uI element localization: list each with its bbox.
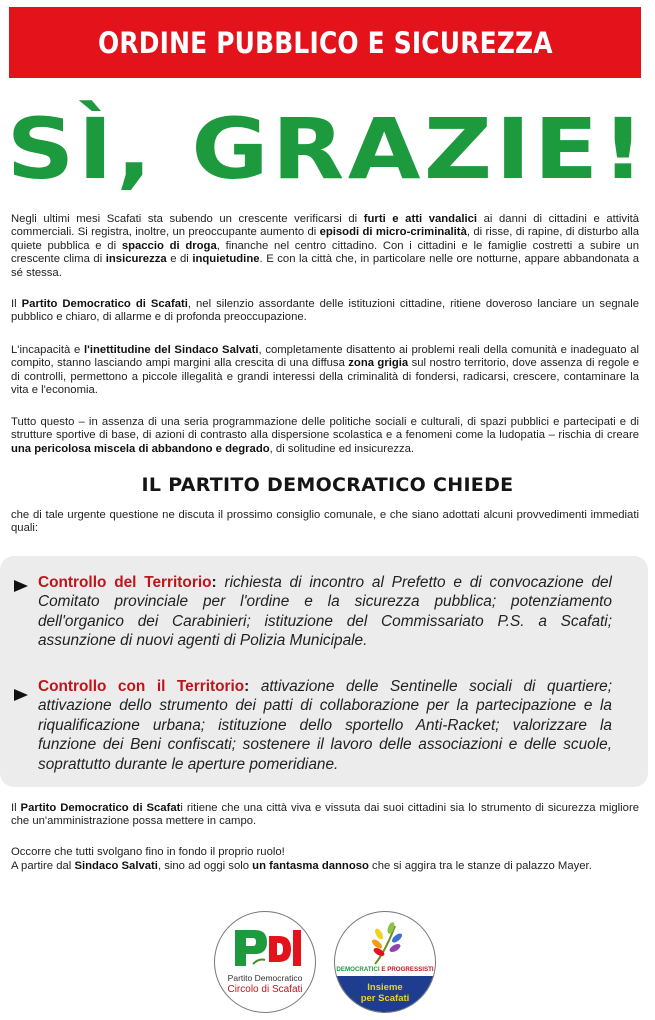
emphasis-text: l'inettitudine del Sindaco Salvati — [84, 344, 259, 356]
body-text: , di solitudine ed insicurezza. — [269, 442, 415, 455]
closing-paragraph — [11, 802, 639, 829]
body-text: , nel silenzio assordante delle istituzioni cittadine, ritiene doveroso lanciare un segnale pubblico e chiaro, di allarme e di profonda preoccupazione. — [11, 298, 639, 324]
paragraph-summary — [11, 416, 639, 456]
headline-text: SÌ, GRAZIE! — [6, 100, 649, 198]
body-text: e di — [166, 253, 193, 266]
demand-text: attivazione delle Sentinelle sociali di quartiere; attivazione dello strumento dei patti di collaborazione per la partecipazione e la riqualificazione urbana; istituzione dello sportello Anti-Racket; valorizzare la funzione dei Beni confiscati; sostenere il lavoro delle associazioni e delle scuole, soprattutto durante le aperture pomeridiane. — [38, 678, 612, 773]
section-heading: IL PARTITO DEMOCRATICO CHIEDE — [141, 474, 514, 496]
emphasis-text: insicurezza — [105, 253, 167, 266]
body-text: , completamente disattento ai problemi reali della comunità e inadeguato al compito, stanno lasciando ampi margini alla crescita di una diffusa — [11, 344, 640, 370]
emphasis-text: una pericolosa miscela di abbandono e degrado — [11, 442, 270, 455]
body-text: Il — [11, 298, 22, 310]
emphasis-text: furti e atti vandalici — [363, 213, 478, 225]
demand-item: Controllo del Territorio: richiesta di incontro al Prefetto e di convocazione del Comitato provinciale per l'ordine e la sicurezza pubblica; potenziamento dell'organico dei Carabinieri; istituzione del Commissariato P.S. a Scafati; assunzione di nuovi agenti di Polizia Municipale. — [38, 574, 612, 650]
emphasis-text: spaccio di droga — [121, 239, 217, 252]
body-text: , di risse, di rapine, di disturbo alla quiete pubblica e di — [11, 226, 639, 252]
emphasis-text: Sindaco Salvati — [74, 860, 158, 872]
body-text: , finanche nel centro cittadino. Con i cittadini e le famiglie costretti a subire un crescente clima di — [11, 239, 639, 266]
emphasis-text: Partito Democratico di Scafat — [20, 802, 181, 814]
body-text: Tutto questo – in assenza di una seria programmazione delle politiche sociali e culturali, di spazi pubblici e partecipati e di strutture sportive di base, di azioni di contrasto alla dispersione scolastica e a fenomeni come la ludopatia – rischia di creare — [11, 416, 639, 442]
demand-title: Controllo del Territorio — [38, 574, 212, 591]
body-text: L'incapacità e — [11, 344, 84, 356]
demand-text: richiesta di incontro al Prefetto e di convocazione del Comitato provinciale per l'ordine e la sicurezza pubblica; potenziamento dell'organico dei Carabinieri; istituzione del Commissariato P.S. a Scafati; assunzione di nuovi agenti di Polizia Municipale. — [38, 574, 612, 650]
body-text: che si aggira tra le stanze di palazzo Mayer. — [368, 860, 592, 872]
body-text: A partire dal — [11, 860, 75, 872]
bullet-arrow-icon — [14, 689, 28, 701]
body-text: Occorre che tutti svolgano fino in fondo il proprio ruolo! — [11, 846, 285, 858]
demand-title: Controllo con il Territorio — [38, 678, 245, 695]
olive-branch-icon — [365, 922, 405, 966]
headline — [0, 100, 655, 198]
dp-logo-name: DEMOCRATICI E PROGRESSISTI — [336, 966, 434, 973]
emphasis-text: zona grigia — [348, 357, 409, 370]
closing-mayor — [11, 860, 639, 873]
body-text: i ritiene che una città viva e vissuta dai suoi cittadini sia lo strumento di sicurezza migliore che un'amministrazione possa mettere in campo. — [11, 802, 639, 828]
body-text: sul nostro territorio, dove assenza di regole e di controlli, permettono a piccole illegalità e grandi interessi della criminalità di fondersi, radicarsi, crescere, contaminare la vita e l'economia. — [11, 357, 640, 397]
emphasis-text: Partito Democratico di Scafati — [21, 298, 188, 310]
body-text: ai danni di cittadini e attività commerciali. Si registra, inoltre, un preoccupante aumento di — [11, 213, 639, 239]
emphasis-text: un fantasma dannoso — [252, 860, 369, 872]
body-text: . E con la città che, in particolare nelle ore notturne, appare abbandonata a sé stessa. — [11, 253, 640, 279]
bullet-arrow-icon — [14, 580, 28, 592]
emphasis-text: episodi di micro-criminalità — [319, 226, 467, 239]
closing-call — [11, 846, 639, 859]
emphasis-text: inquietudine — [192, 253, 260, 266]
pd-logo-line2: Circolo di Scafati — [227, 984, 303, 995]
paragraph-mayor — [11, 344, 639, 398]
header-banner — [9, 7, 641, 78]
section-intro: che di tale urgente questione ne discuta il prossimo consiglio comunale, e che siano adottati alcuni provvedimenti immediati quali: — [11, 509, 639, 535]
body-text: Il — [11, 802, 21, 814]
body-text: Negli ultimi mesi Scafati sta subendo un crescente verificarsi di — [11, 213, 364, 225]
body-text: , sino ad oggi solo — [157, 860, 253, 872]
pd-logo — [214, 911, 316, 1013]
paragraph-pd-statement — [11, 298, 639, 325]
demand-item: Controllo con il Territorio: attivazione delle Sentinelle sociali di quartiere; attivazione dello strumento dei patti di collaborazione per la partecipazione e la riqualificazione urbana; istituzione dello sportello Anti-Racket; valorizzare la funzione dei Beni confiscati; sostenere il lavoro delle associazioni e delle scuole, soprattutto durante le aperture pomeridiane. — [38, 678, 612, 773]
banner-title: ORDINE PUBBLICO E SICUREZZA — [97, 25, 553, 60]
pd-letters-icon — [233, 928, 303, 968]
paragraph-intro — [11, 213, 639, 280]
pd-logo-line1: Partito Democratico — [227, 973, 303, 983]
dp-logo-subtitle: Insieme per Scafati — [360, 982, 410, 1004]
dp-logo — [334, 911, 436, 1013]
